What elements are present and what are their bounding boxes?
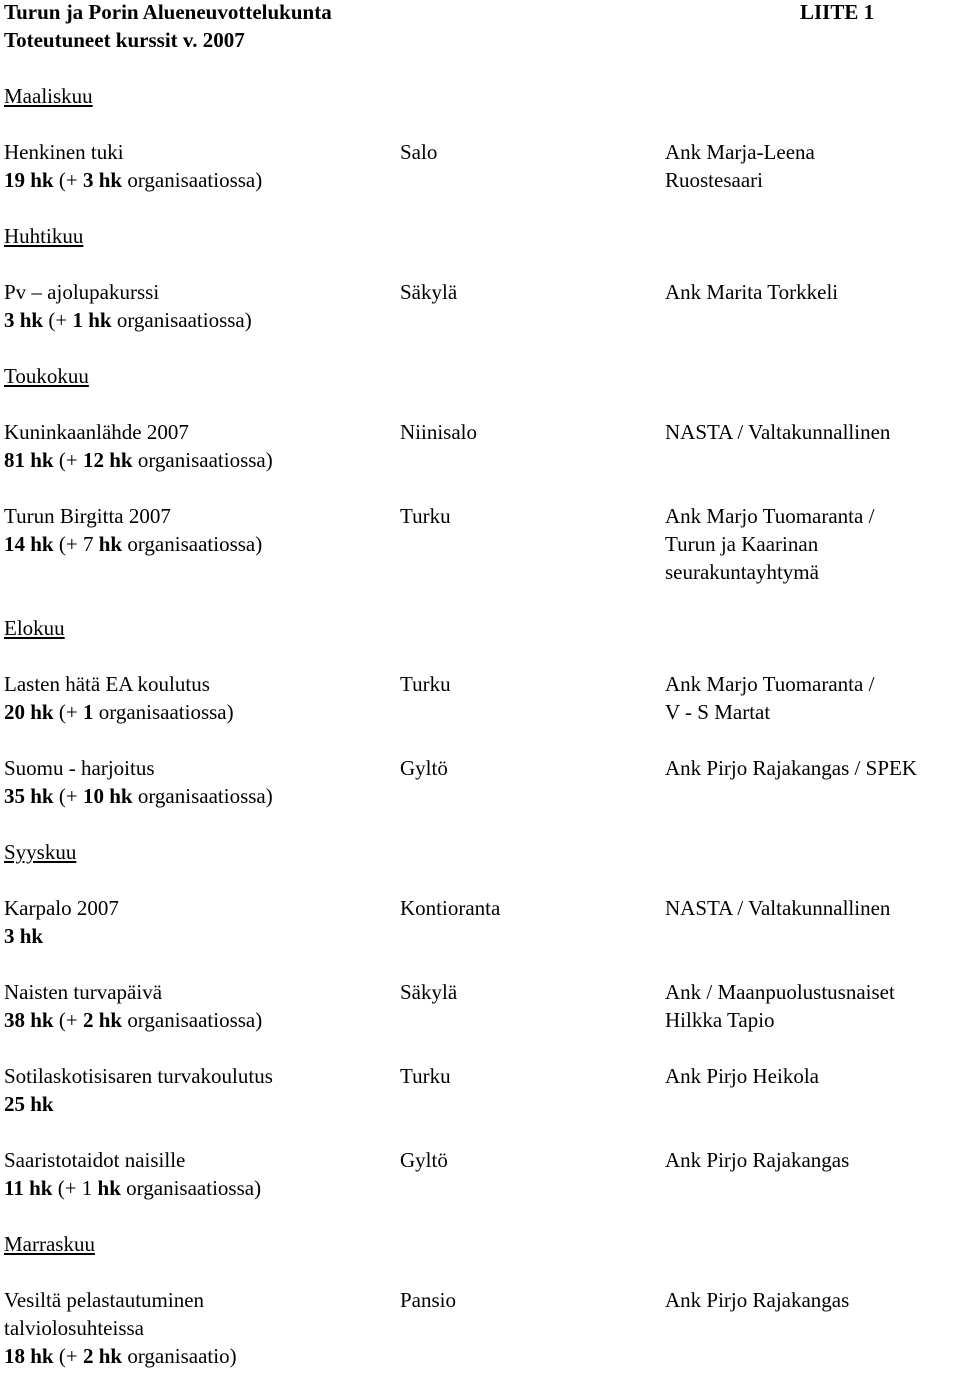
annex-label: LIITE 1 [800, 0, 875, 24]
course-place: Gyltö [400, 756, 448, 780]
course-organizer: Ank Marjo Tuomaranta / [665, 504, 875, 528]
month-heading: Marraskuu [4, 1232, 95, 1256]
course-place: Salo [400, 140, 438, 164]
course-name: Turun Birgitta 2007 [4, 504, 171, 528]
course-organizer: NASTA / Valtakunnallinen [665, 420, 891, 444]
org-title: Turun ja Porin Alueneuvottelukunta [4, 0, 332, 24]
month-heading: Toukokuu [4, 364, 89, 388]
course-hours: 20 hk (+ 1 organisaatiossa) [4, 700, 234, 724]
course-hours: 14 hk (+ 7 hk organisaatiossa) [4, 532, 263, 556]
course-hours: 81 hk (+ 12 hk organisaatiossa) [4, 448, 273, 472]
course-place: Turku [400, 504, 451, 528]
course-name: Pv – ajolupakurssi [4, 280, 160, 304]
course-name: Vesiltä pelastautuminen [4, 1288, 205, 1312]
course-hours: 11 hk (+ 1 hk organisaatiossa) [4, 1176, 262, 1200]
course-hours: 3 hk (+ 1 hk organisaatiossa) [4, 308, 252, 332]
course-name: Karpalo 2007 [4, 896, 119, 920]
course-hours: 35 hk (+ 10 hk organisaatiossa) [4, 784, 273, 808]
course-place: Säkylä [400, 980, 458, 1004]
course-name: Sotilaskotisisaren turvakoulutus [4, 1064, 273, 1088]
course-organizer: Turun ja Kaarinan [665, 532, 819, 556]
course-organizer: Ank Marja-Leena [665, 140, 815, 164]
month-heading: Huhtikuu [4, 224, 84, 248]
month-heading: Maaliskuu [4, 84, 93, 108]
course-name: talviolosuhteissa [4, 1316, 144, 1340]
course-place: Turku [400, 672, 451, 696]
course-organizer: Ank Pirjo Heikola [665, 1064, 819, 1088]
page-subtitle: Toteutuneet kurssit v. 2007 [4, 28, 245, 52]
course-organizer: Ank Marita Torkkeli [665, 280, 839, 304]
course-place: Kontioranta [400, 896, 501, 920]
course-name: Kuninkaanlähde 2007 [4, 420, 189, 444]
course-organizer: V - S Martat [665, 700, 771, 724]
course-name: Naisten turvapäivä [4, 980, 163, 1004]
course-hours: 38 hk (+ 2 hk organisaatiossa) [4, 1008, 263, 1032]
month-heading: Elokuu [4, 616, 65, 640]
course-organizer: Ank / Maanpuolustusnaiset [665, 980, 895, 1004]
course-name: Henkinen tuki [4, 140, 124, 164]
course-name: Saaristotaidot naisille [4, 1148, 186, 1172]
course-organizer: Hilkka Tapio [665, 1008, 775, 1032]
course-hours: 25 hk [4, 1092, 54, 1116]
course-hours: 18 hk (+ 2 hk organisaatio) [4, 1344, 237, 1368]
course-place: Säkylä [400, 280, 458, 304]
course-place: Pansio [400, 1288, 457, 1312]
course-organizer: Ank Pirjo Rajakangas [665, 1288, 850, 1312]
course-organizer: Ank Marjo Tuomaranta / [665, 672, 875, 696]
course-organizer: seurakuntayhtymä [665, 560, 819, 584]
course-organizer: Ruostesaari [665, 168, 763, 192]
course-organizer: Ank Pirjo Rajakangas / SPEK [665, 756, 917, 780]
course-name: Suomu - harjoitus [4, 756, 155, 780]
course-name: Lasten hätä EA koulutus [4, 672, 210, 696]
course-place: Gyltö [400, 1148, 448, 1172]
course-place: Turku [400, 1064, 451, 1088]
course-organizer: NASTA / Valtakunnallinen [665, 896, 891, 920]
course-hours: 19 hk (+ 3 hk organisaatiossa) [4, 168, 263, 192]
course-place: Niinisalo [400, 420, 477, 444]
course-organizer: Ank Pirjo Rajakangas [665, 1148, 850, 1172]
course-hours: 3 hk [4, 924, 44, 948]
month-heading: Syyskuu [4, 840, 77, 864]
